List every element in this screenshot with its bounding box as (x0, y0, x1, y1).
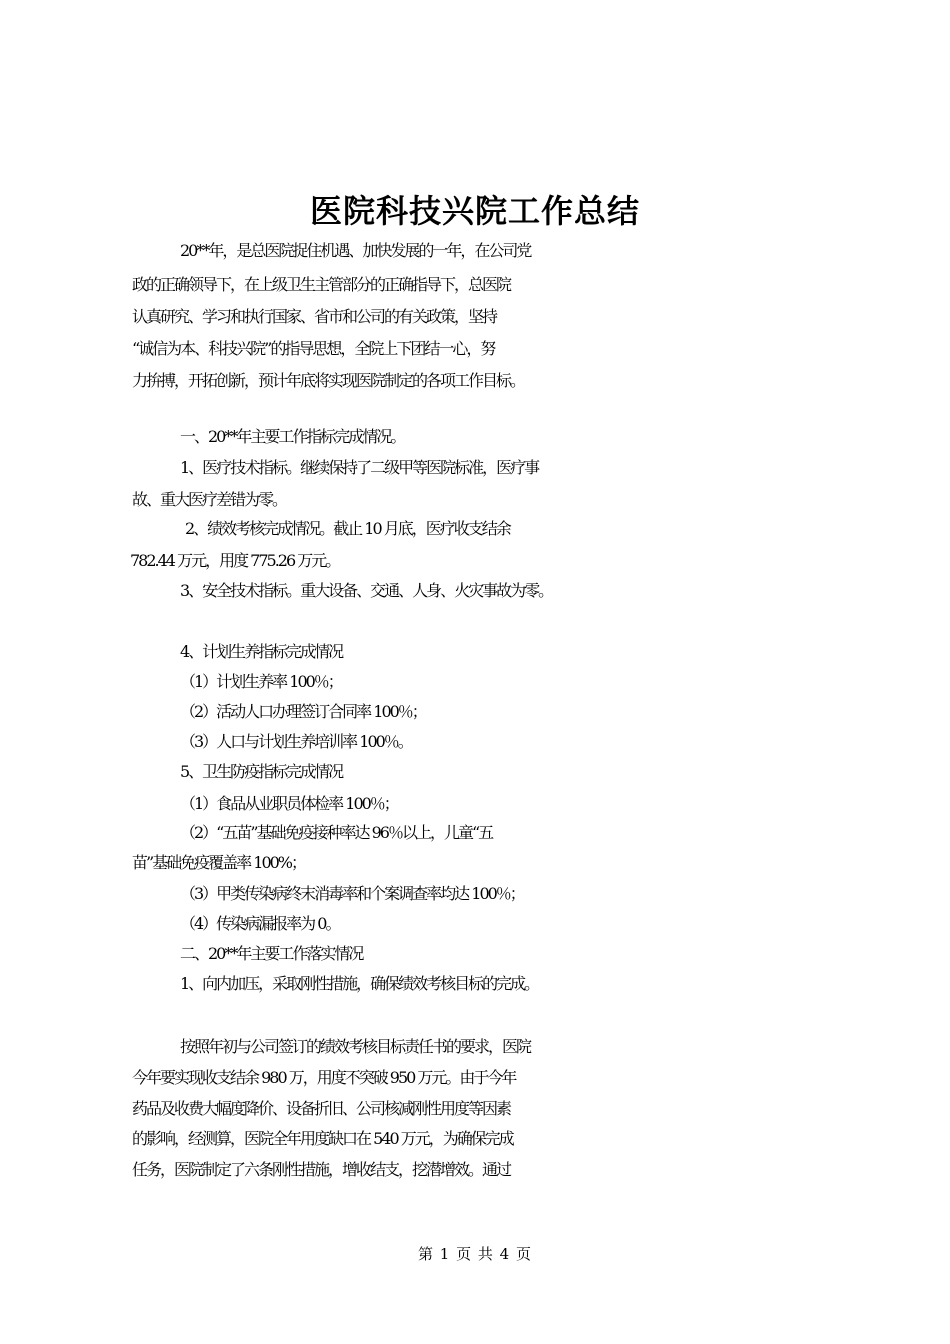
document-title: 医院科技兴院工作总结 (309, 192, 640, 230)
body-line: 苗”基础免疫覆盖率 100%； (132, 853, 306, 872)
list-item: （3）人口与计划生养培训率 100％。 (180, 732, 412, 751)
body-line: 故、重大医疗差错为零。 (132, 490, 287, 509)
page-number: 第 1 页 共 4 页 (418, 1245, 532, 1263)
list-item: （2）活动人口办理签订合同率 100％； (180, 702, 426, 721)
body-line: 政的正确领导下，在上级卫生主管部分的正确指导下，总医院 (132, 275, 511, 294)
body-line: 今年要实现收支结余 980 万，用度不突破 950 万元。由于今年 (132, 1068, 516, 1087)
list-item: （3）甲类传染病终末消毒率和个案调查率均达 100％； (180, 884, 524, 903)
body-line: 的影响，经测算，医院全年用度缺口在 540 万元，为确保完成 (132, 1129, 513, 1148)
body-line: 力拚搏，开拓创新，预计年底将实现医院制定的各项工作目标。 (132, 371, 525, 390)
body-line: 1、医疗技术指标。继续保持了二级甲等医院标准，医疗事 (180, 458, 539, 477)
body-line: 782.44 万元，用度 775.26 万元。 (130, 551, 340, 570)
list-item: （4）传染病漏报率为 0。 (180, 914, 340, 933)
body-line: 3、安全技术指标。重大设备、交通、人身、火灾事故为零。 (180, 581, 553, 600)
body-line: 20**年，是总医院捉住机遇、加快发展的一年，在公司党 (180, 241, 531, 260)
list-item: （1）计划生养率 100％； (180, 672, 342, 691)
body-line: 认真研究、学习和执行国家、省市和公司的有关政策，坚持 (132, 307, 497, 326)
list-item: （1）食品从业职员体检率 100％； (180, 794, 398, 813)
body-line: “诚信为本、科技兴院”的指导思想，全院上下团结一心，努 (132, 339, 495, 358)
body-line: 1、向内加压，采取刚性措施，确保绩效考核目标的完成。 (180, 974, 539, 993)
body-line: 4、计划生养指标完成情况 (180, 642, 343, 661)
body-line: 按照年初与公司签订的绩效考核目标责任书的要求，医院 (180, 1037, 531, 1056)
body-line: 2、绩效考核完成情况。截止 10 月底，医疗收支结余 (185, 519, 510, 538)
section-heading: 一、20**年主要工作指标完成情况。 (180, 427, 405, 446)
body-line: 药品及收费大幅度降价、设备折旧、公司核减刚性用度等因素 (132, 1099, 511, 1118)
section-heading: 二、20**年主要工作落实情况 (180, 944, 363, 963)
body-line: 任务，医院制定了六条刚性措施，增收结支，挖潜增效。通过 (132, 1160, 511, 1179)
list-item: （2）“五苗”基础免疫接种率达 96％以上，儿童“五 (180, 823, 493, 842)
body-line: 5、卫生防疫指标完成情况 (180, 762, 343, 781)
